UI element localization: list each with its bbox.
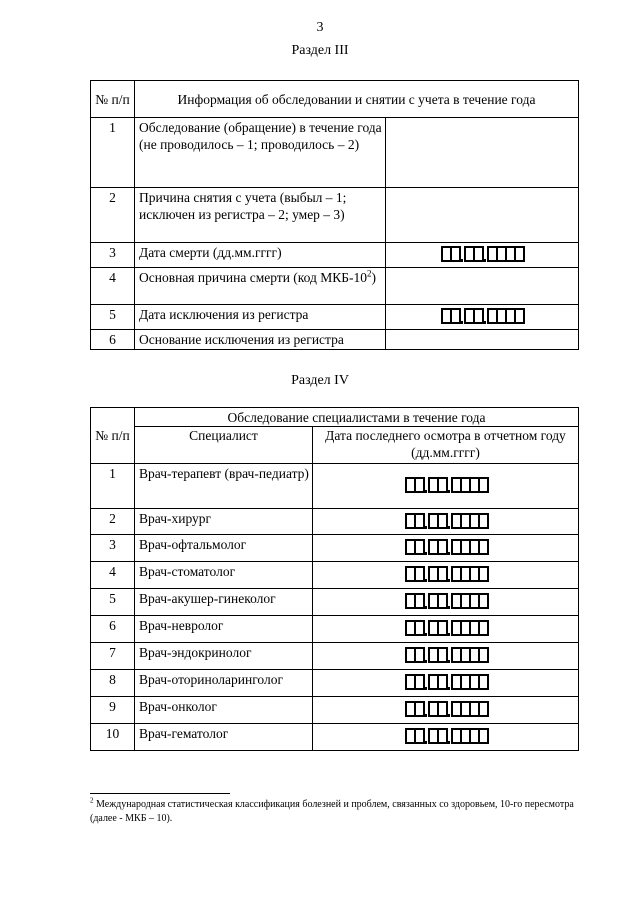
exam-date-cell[interactable] xyxy=(313,464,579,509)
section-3-table xyxy=(90,80,579,350)
date-digit-box[interactable] xyxy=(478,701,489,717)
section-4-title: Раздел IV xyxy=(291,373,349,388)
exam-date-cell[interactable] xyxy=(313,616,579,643)
table-row xyxy=(91,305,579,330)
date-separator-dot xyxy=(423,593,428,609)
specialist-name: Врач-гематолог xyxy=(135,724,313,751)
exam-date-cell[interactable] xyxy=(313,589,579,616)
table-row xyxy=(91,562,579,589)
section-4-table xyxy=(90,407,579,751)
column-header-number: № п/п xyxy=(91,408,135,464)
row-number: 2 xyxy=(91,509,135,535)
date-separator-dot xyxy=(423,566,428,582)
date-separator-dot xyxy=(446,701,451,717)
specialist-name: Врач-акушер-гинеколог xyxy=(135,589,313,616)
table-row xyxy=(91,697,579,724)
date-separator-dot xyxy=(423,647,428,663)
date-separator-dot xyxy=(446,728,451,744)
exam-date-cell[interactable] xyxy=(313,643,579,670)
footnote-text: Международная статистическая классификация болезней и проблем, связанных со здоровьем, 10-го пересмотра (далее - МКБ – 10). xyxy=(90,799,574,824)
date-entry-cell[interactable] xyxy=(386,243,579,268)
row-number: 2 xyxy=(91,188,135,243)
section-3-title: Раздел III xyxy=(291,43,349,58)
table-row xyxy=(91,724,579,751)
date-entry-boxes[interactable] xyxy=(441,244,523,262)
date-entry-boxes[interactable] xyxy=(405,645,487,663)
date-digit-box[interactable] xyxy=(478,647,489,663)
date-entry-boxes[interactable] xyxy=(405,672,487,690)
date-separator-dot xyxy=(423,701,428,717)
row-number: 9 xyxy=(91,697,135,724)
specialist-name: Врач-хирург xyxy=(135,509,313,535)
column-header-exam-date: Дата последнего осмотра в отчетном году (дд.мм.гггг) xyxy=(313,427,579,464)
date-digit-box[interactable] xyxy=(478,620,489,636)
row-number: 5 xyxy=(91,589,135,616)
row-label-end: ) xyxy=(371,270,377,285)
exam-date-cell[interactable] xyxy=(313,535,579,562)
date-entry-boxes[interactable] xyxy=(405,475,487,493)
specialist-name: Врач-онколог xyxy=(135,697,313,724)
table-row xyxy=(91,643,579,670)
specialist-name: Врач-оториноларинголог xyxy=(135,670,313,697)
value-entry-cell[interactable] xyxy=(386,268,579,305)
date-digit-box[interactable] xyxy=(478,477,489,493)
column-header-group: Обследование специалистами в течение года xyxy=(135,408,579,427)
value-entry-cell[interactable] xyxy=(386,330,579,350)
table-row xyxy=(91,268,579,305)
date-separator-dot xyxy=(423,728,428,744)
date-digit-box[interactable] xyxy=(478,674,489,690)
date-entry-boxes[interactable] xyxy=(405,591,487,609)
specialist-name: Врач-эндокринолог xyxy=(135,643,313,670)
column-header-specialist: Специалист xyxy=(135,427,313,464)
table-row xyxy=(91,509,579,535)
section-4-subheader-row xyxy=(91,427,579,464)
date-separator-dot xyxy=(423,674,428,690)
date-entry-boxes[interactable] xyxy=(405,537,487,555)
date-entry-boxes[interactable] xyxy=(441,306,523,324)
value-entry-cell[interactable] xyxy=(386,118,579,188)
date-separator-dot xyxy=(446,620,451,636)
date-separator-dot xyxy=(446,513,451,529)
date-digit-box[interactable] xyxy=(514,308,525,324)
row-number: 7 xyxy=(91,643,135,670)
date-digit-box[interactable] xyxy=(478,728,489,744)
value-entry-cell[interactable] xyxy=(386,188,579,243)
footnote-marker: 2 xyxy=(90,796,94,805)
date-digit-box[interactable] xyxy=(478,539,489,555)
row-label: Дата смерти (дд.мм.гггг) xyxy=(135,243,386,268)
date-digit-box[interactable] xyxy=(514,246,525,262)
row-number: 4 xyxy=(91,268,135,305)
date-separator-dot xyxy=(423,477,428,493)
row-number: 6 xyxy=(91,330,135,350)
specialist-name: Врач-офтальмолог xyxy=(135,535,313,562)
exam-date-cell[interactable] xyxy=(313,670,579,697)
table-row xyxy=(91,464,579,509)
table-row xyxy=(91,243,579,268)
table-row xyxy=(91,188,579,243)
date-separator-dot xyxy=(482,246,487,262)
column-header-number: № п/п xyxy=(91,81,135,118)
date-separator-dot xyxy=(446,647,451,663)
footnote-divider xyxy=(90,793,230,794)
exam-date-cell[interactable] xyxy=(313,697,579,724)
row-number: 5 xyxy=(91,305,135,330)
table-row xyxy=(91,330,579,350)
date-separator-dot xyxy=(459,308,464,324)
date-separator-dot xyxy=(446,566,451,582)
date-entry-boxes[interactable] xyxy=(405,564,487,582)
date-entry-boxes[interactable] xyxy=(405,699,487,717)
row-number: 6 xyxy=(91,616,135,643)
row-label: Дата исключения из регистра xyxy=(135,305,386,330)
date-separator-dot xyxy=(446,539,451,555)
row-label: Обследование (обращение) в течение года (не проводилось – 1; проводилось – 2) xyxy=(135,118,386,188)
row-number: 1 xyxy=(91,118,135,188)
exam-date-cell[interactable] xyxy=(313,724,579,751)
date-separator-dot xyxy=(423,513,428,529)
date-entry-boxes[interactable] xyxy=(405,511,487,529)
date-separator-dot xyxy=(446,477,451,493)
row-label xyxy=(135,268,386,305)
date-separator-dot xyxy=(482,308,487,324)
date-digit-box[interactable] xyxy=(478,593,489,609)
date-separator-dot xyxy=(459,246,464,262)
specialist-name: Врач-терапевт (врач-педиатр) xyxy=(135,464,313,509)
date-entry-cell[interactable] xyxy=(386,305,579,330)
row-number: 1 xyxy=(91,464,135,509)
date-digit-box[interactable] xyxy=(478,566,489,582)
date-separator-dot xyxy=(446,674,451,690)
row-label: Основание исключения из регистра xyxy=(135,330,386,350)
footnote xyxy=(90,798,590,826)
date-entry-boxes[interactable] xyxy=(405,618,487,636)
row-number: 4 xyxy=(91,562,135,589)
date-separator-dot xyxy=(423,539,428,555)
specialist-name: Врач-невролог xyxy=(135,616,313,643)
table-row xyxy=(91,535,579,562)
section-3-header-row xyxy=(91,81,579,118)
date-digit-box[interactable] xyxy=(478,513,489,529)
section-4-header-row xyxy=(91,408,579,427)
table-row xyxy=(91,670,579,697)
specialist-name: Врач-стоматолог xyxy=(135,562,313,589)
table-row xyxy=(91,118,579,188)
row-number: 8 xyxy=(91,670,135,697)
table-row xyxy=(91,616,579,643)
table-row xyxy=(91,589,579,616)
date-entry-boxes[interactable] xyxy=(405,726,487,744)
page-number: 3 xyxy=(316,20,324,35)
date-separator-dot xyxy=(423,620,428,636)
row-label: Причина снятия с учета (выбыл – 1; исключен из регистра – 2; умер – 3) xyxy=(135,188,386,243)
exam-date-cell[interactable] xyxy=(313,509,579,535)
column-header-info: Информация об обследовании и снятии с учета в течение года xyxy=(135,81,579,118)
row-label-text: Основная причина смерти (код МКБ-10 xyxy=(139,270,368,285)
date-separator-dot xyxy=(446,593,451,609)
exam-date-cell[interactable] xyxy=(313,562,579,589)
row-number: 3 xyxy=(91,243,135,268)
row-number: 10 xyxy=(91,724,135,751)
footnote-reference: 2 xyxy=(367,268,372,279)
row-number: 3 xyxy=(91,535,135,562)
